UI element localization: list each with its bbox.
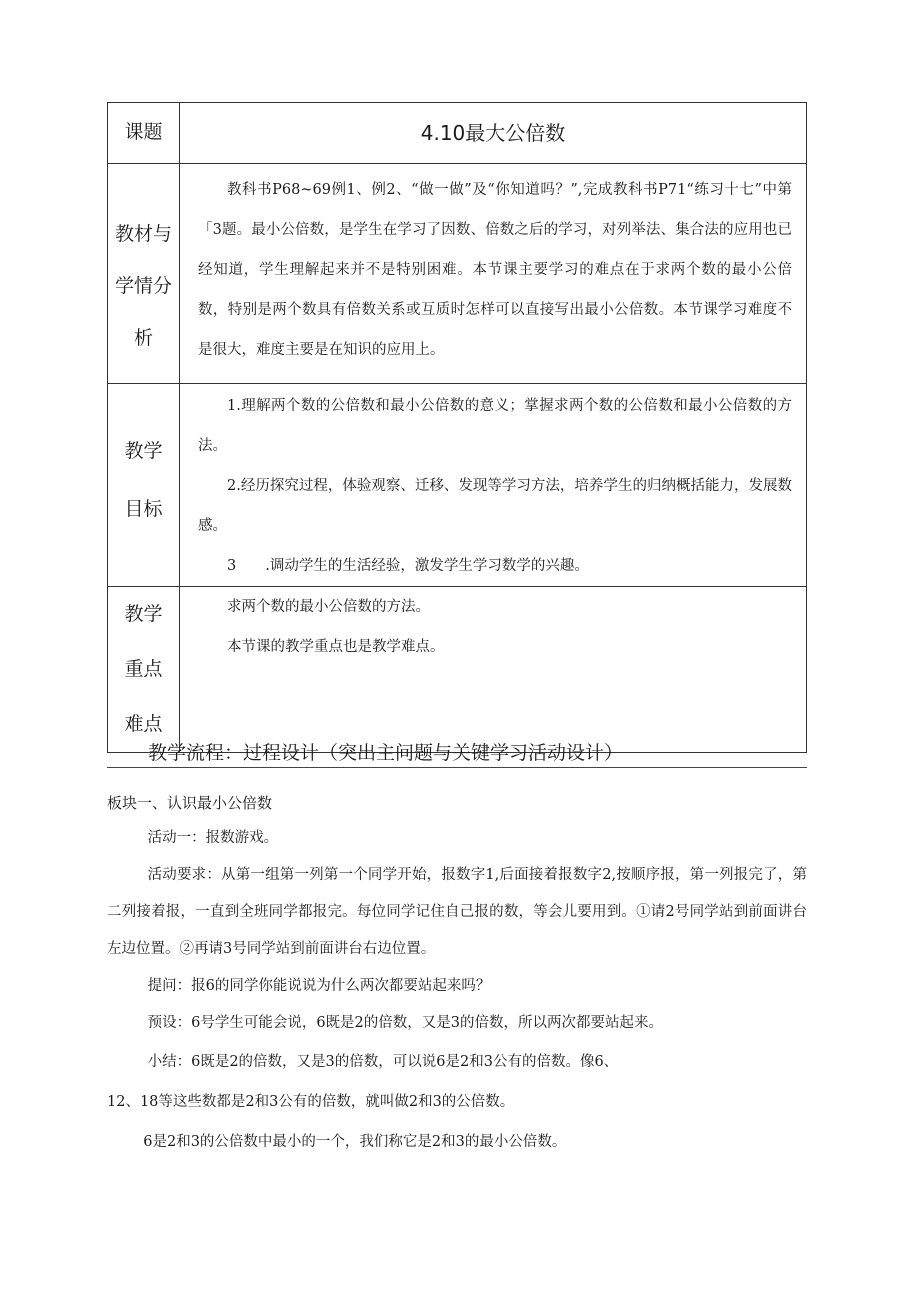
goal-item: 2.经历探究过程，体验观察、迁移、发现等学习方法，培养学生的归纳概括能力，发展数感。 [198, 478, 792, 534]
topic-value: 4.10最大公倍数 [180, 103, 807, 164]
key-point-item: 求两个数的最小公倍数的方法。 [227, 599, 430, 615]
goals-label-line: 教学 [124, 440, 163, 462]
analysis-label-line: 学情分 [114, 275, 172, 297]
flow-divider [107, 767, 807, 768]
activity-line: 活动一：报数游戏。 [147, 830, 279, 846]
conclusion-line: 6是2和3的公倍数中最小的一个，我们称它是2和3的最小公倍数。 [143, 1134, 567, 1150]
analysis-label-line: 析 [133, 327, 153, 349]
topic-label-cell [108, 103, 180, 164]
analysis-row [108, 164, 807, 384]
key-label-line: 重点 [124, 658, 163, 680]
analysis-text: 教科书P68~69例1、例2、“做一做”及“你知道吗？”,完成教科书P71“练习十七”中第「3题。最小公倍数，是学生在学习了因数、倍数之后的学习，对列举法、集合法的应用也已经知道，学生理解起来并不是特别困难。本节课主要学习的难点在于求两个数的最小公倍数，特别是两个数具有倍数关系或互质时怎样可以直接写出最小公倍数。本节课学习难度不是很大，难度主要是在知识的应用上。 [198, 182, 792, 358]
preset-line: 预设：6号学生可能会说，6既是2的倍数，又是3的倍数，所以两次都要站起来。 [147, 1015, 663, 1031]
summary-line-a: 小结：6既是2的倍数，又是3的倍数，可以说6是2和3公有的倍数。像6、 [147, 1054, 619, 1070]
analysis-label-cell [108, 164, 180, 384]
lesson-plan-table [107, 102, 807, 753]
key-points-content [180, 587, 807, 753]
key-point-item: 本节课的教学重点也是教学难点。 [227, 639, 445, 655]
key-label-cell [108, 587, 180, 753]
goal-item: 3 .调动学生的生活经验，激发学生学习数学的兴趣。 [227, 558, 589, 574]
summary-line-b: 12、18等这些数都是2和3公有的倍数，就叫做2和3的公倍数。 [107, 1094, 515, 1110]
section-1-heading: 板块一、认识最小公倍数 [107, 794, 273, 812]
key-label-line: 难点 [124, 713, 163, 735]
goals-label-line: 目标 [124, 498, 163, 520]
topic-row [108, 103, 807, 164]
section-1 [107, 786, 807, 1162]
goal-item: 1.理解两个数的公倍数和最小公倍数的意义；掌握求两个数的公倍数和最小公倍数的方法。 [198, 398, 792, 454]
requirement-paragraph: 活动要求：从第一组第一列第一个同学开始，报数字1,后面接着报数字2,按顺序报，第一列报完了，第二列接着报，一直到全班同学都报完。每位同学记住自己报的数，等会儿要用到。①请2号同学站到前面讲台左边位置。②再请3号同学站到前面讲台右边位置。 [107, 867, 807, 957]
key-label-line: 教学 [124, 603, 163, 625]
goals-row [108, 384, 807, 587]
analysis-label-line: 教材与 [114, 223, 172, 245]
topic-label: 课题 [124, 121, 163, 143]
key-points-row [108, 587, 807, 753]
flow-title: 教学流程：过程设计（突出主问题与关键学习活动设计） [148, 742, 624, 764]
analysis-content [180, 164, 807, 384]
question-line: 提问：报6的同学你能说说为什么两次都要站起来吗？ [147, 978, 491, 994]
goals-label-cell [108, 384, 180, 587]
goals-content [180, 384, 807, 587]
